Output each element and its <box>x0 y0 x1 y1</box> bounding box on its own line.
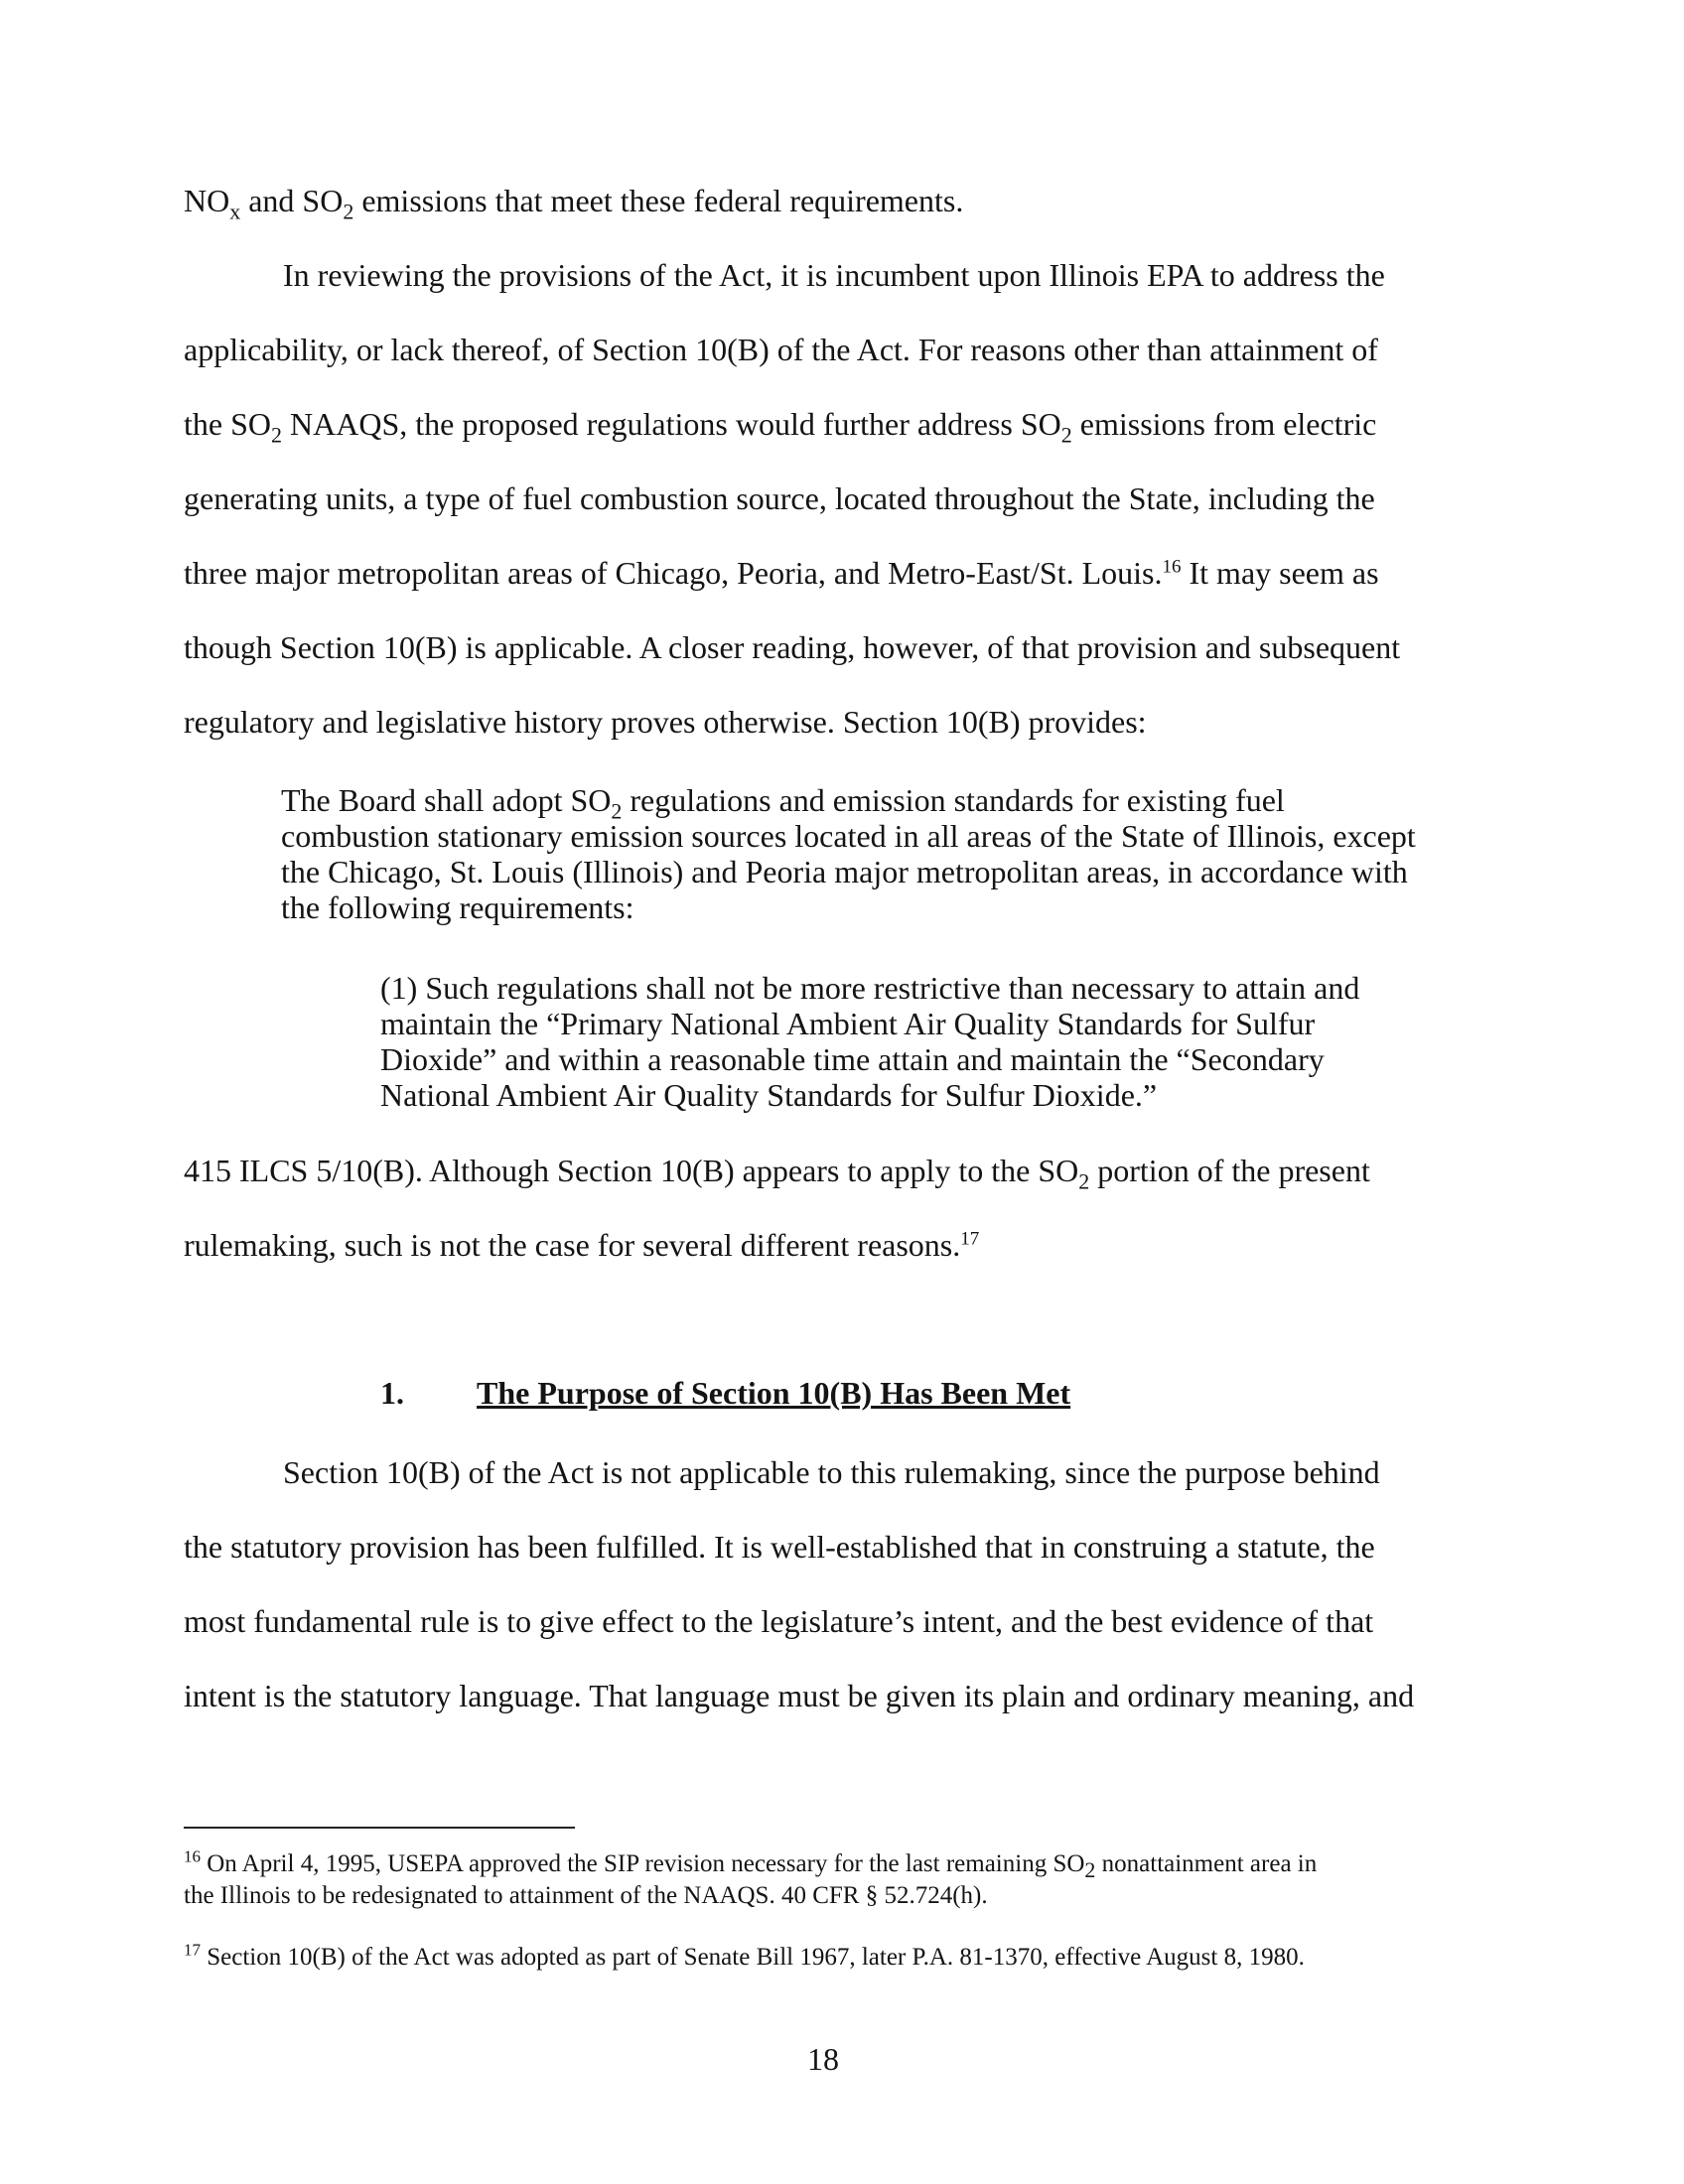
quote-line-2: combustion stationary emission sources located in all areas of the State of Illinois, except <box>281 818 1416 854</box>
page-number: 18 <box>807 2041 839 2077</box>
footnote-17: $^{17}$ Section 10(B) of the Act was adopted as part of Senate Bill 1967, later P.A. 81-1370, effective August 8, 1980. <box>184 1940 1305 1971</box>
body-line-4: the $SO_2$ NAAQS, the proposed regulations would further address $SO_2$ emissions from electric <box>184 406 1377 448</box>
footnote-16: $^{16}$ On April 4, 1995, USEPA approved the SIP revision necessary for the last remaining $SO_2$ nonattainment area in <box>184 1846 1318 1882</box>
body-line-5: generating units, a type of fuel combustion source, located throughout the State, including the <box>184 480 1375 516</box>
body-line-14: intent is the statutory language. That language must be given its plain and ordinary meaning, and <box>184 1678 1415 1713</box>
body-line-10: rulemaking, such is not the case for several different reasons.$^{17}$ <box>184 1227 980 1263</box>
body-line-11: Section 10(B) of the Act is not applicable to this rulemaking, since the purpose behind <box>283 1454 1380 1490</box>
body-line-1: $NO_x$ and $SO_2$ emissions that meet these federal requirements. <box>184 183 964 224</box>
footnote-mark-17: 17 <box>184 1940 201 1960</box>
body-line-2: In reviewing the provisions of the Act, it is incumbent upon Illinois EPA to address the <box>283 257 1385 293</box>
body-line-6: three major metropolitan areas of Chicago, Peoria, and Metro-East/St. Louis.$^{16}$ It may seem as <box>184 555 1379 591</box>
quote-subsection-line-4: National Ambient Air Quality Standards for Sulfur Dioxide.” <box>380 1077 1158 1113</box>
body-line-12: the statutory provision has been fulfilled. It is well-established that in construing a statute, the <box>184 1529 1375 1565</box>
quote-line-1: The Board shall adopt $SO_2$ regulations and emission standards for existing fuel <box>281 782 1285 824</box>
body-line-9: 415 ILCS 5/10(B). Although Section 10(B) appears to apply to the $SO_2$ portion of the present <box>184 1153 1370 1194</box>
quote-line-3: the Chicago, St. Louis (Illinois) and Peoria major metropolitan areas, in accordance with <box>281 854 1408 889</box>
quote-subsection-line-2: maintain the “Primary National Ambient Air Quality Standards for Sulfur <box>380 1006 1316 1041</box>
quote-subsection-line-1: (1) Such regulations shall not be more restrictive than necessary to attain and <box>380 970 1360 1006</box>
footnote-ref-17[interactable]: 17 <box>960 1228 980 1250</box>
section-number: 1. <box>380 1375 404 1411</box>
footnote-mark-16: 16 <box>184 1846 201 1866</box>
body-line-3: applicability, or lack thereof, of Section 10(B) of the Act. For reasons other than attainment of <box>184 332 1378 367</box>
footnote-16-line-2: the Illinois to be redesignated to attainment of the NAAQS. 40 CFR § 52.724(h). <box>184 1882 988 1909</box>
section-heading <box>380 1373 1070 1413</box>
body-line-13: most fundamental rule is to give effect to the legislature’s intent, and the best evidence of that <box>184 1603 1374 1639</box>
body-line-7: though Section 10(B) is applicable. A closer reading, however, of that provision and subsequent <box>184 629 1401 665</box>
footnote-divider <box>184 1827 575 1829</box>
section-title: The Purpose of Section 10(B) Has Been Met <box>477 1375 1071 1411</box>
quote-subsection-line-3: Dioxide” and within a reasonable time attain and maintain the “Secondary <box>380 1041 1325 1077</box>
quote-line-4: the following requirements: <box>281 889 634 925</box>
footnote-ref-16[interactable]: 16 <box>1162 556 1182 578</box>
body-line-8: regulatory and legislative history proves otherwise. Section 10(B) provides: <box>184 704 1147 740</box>
